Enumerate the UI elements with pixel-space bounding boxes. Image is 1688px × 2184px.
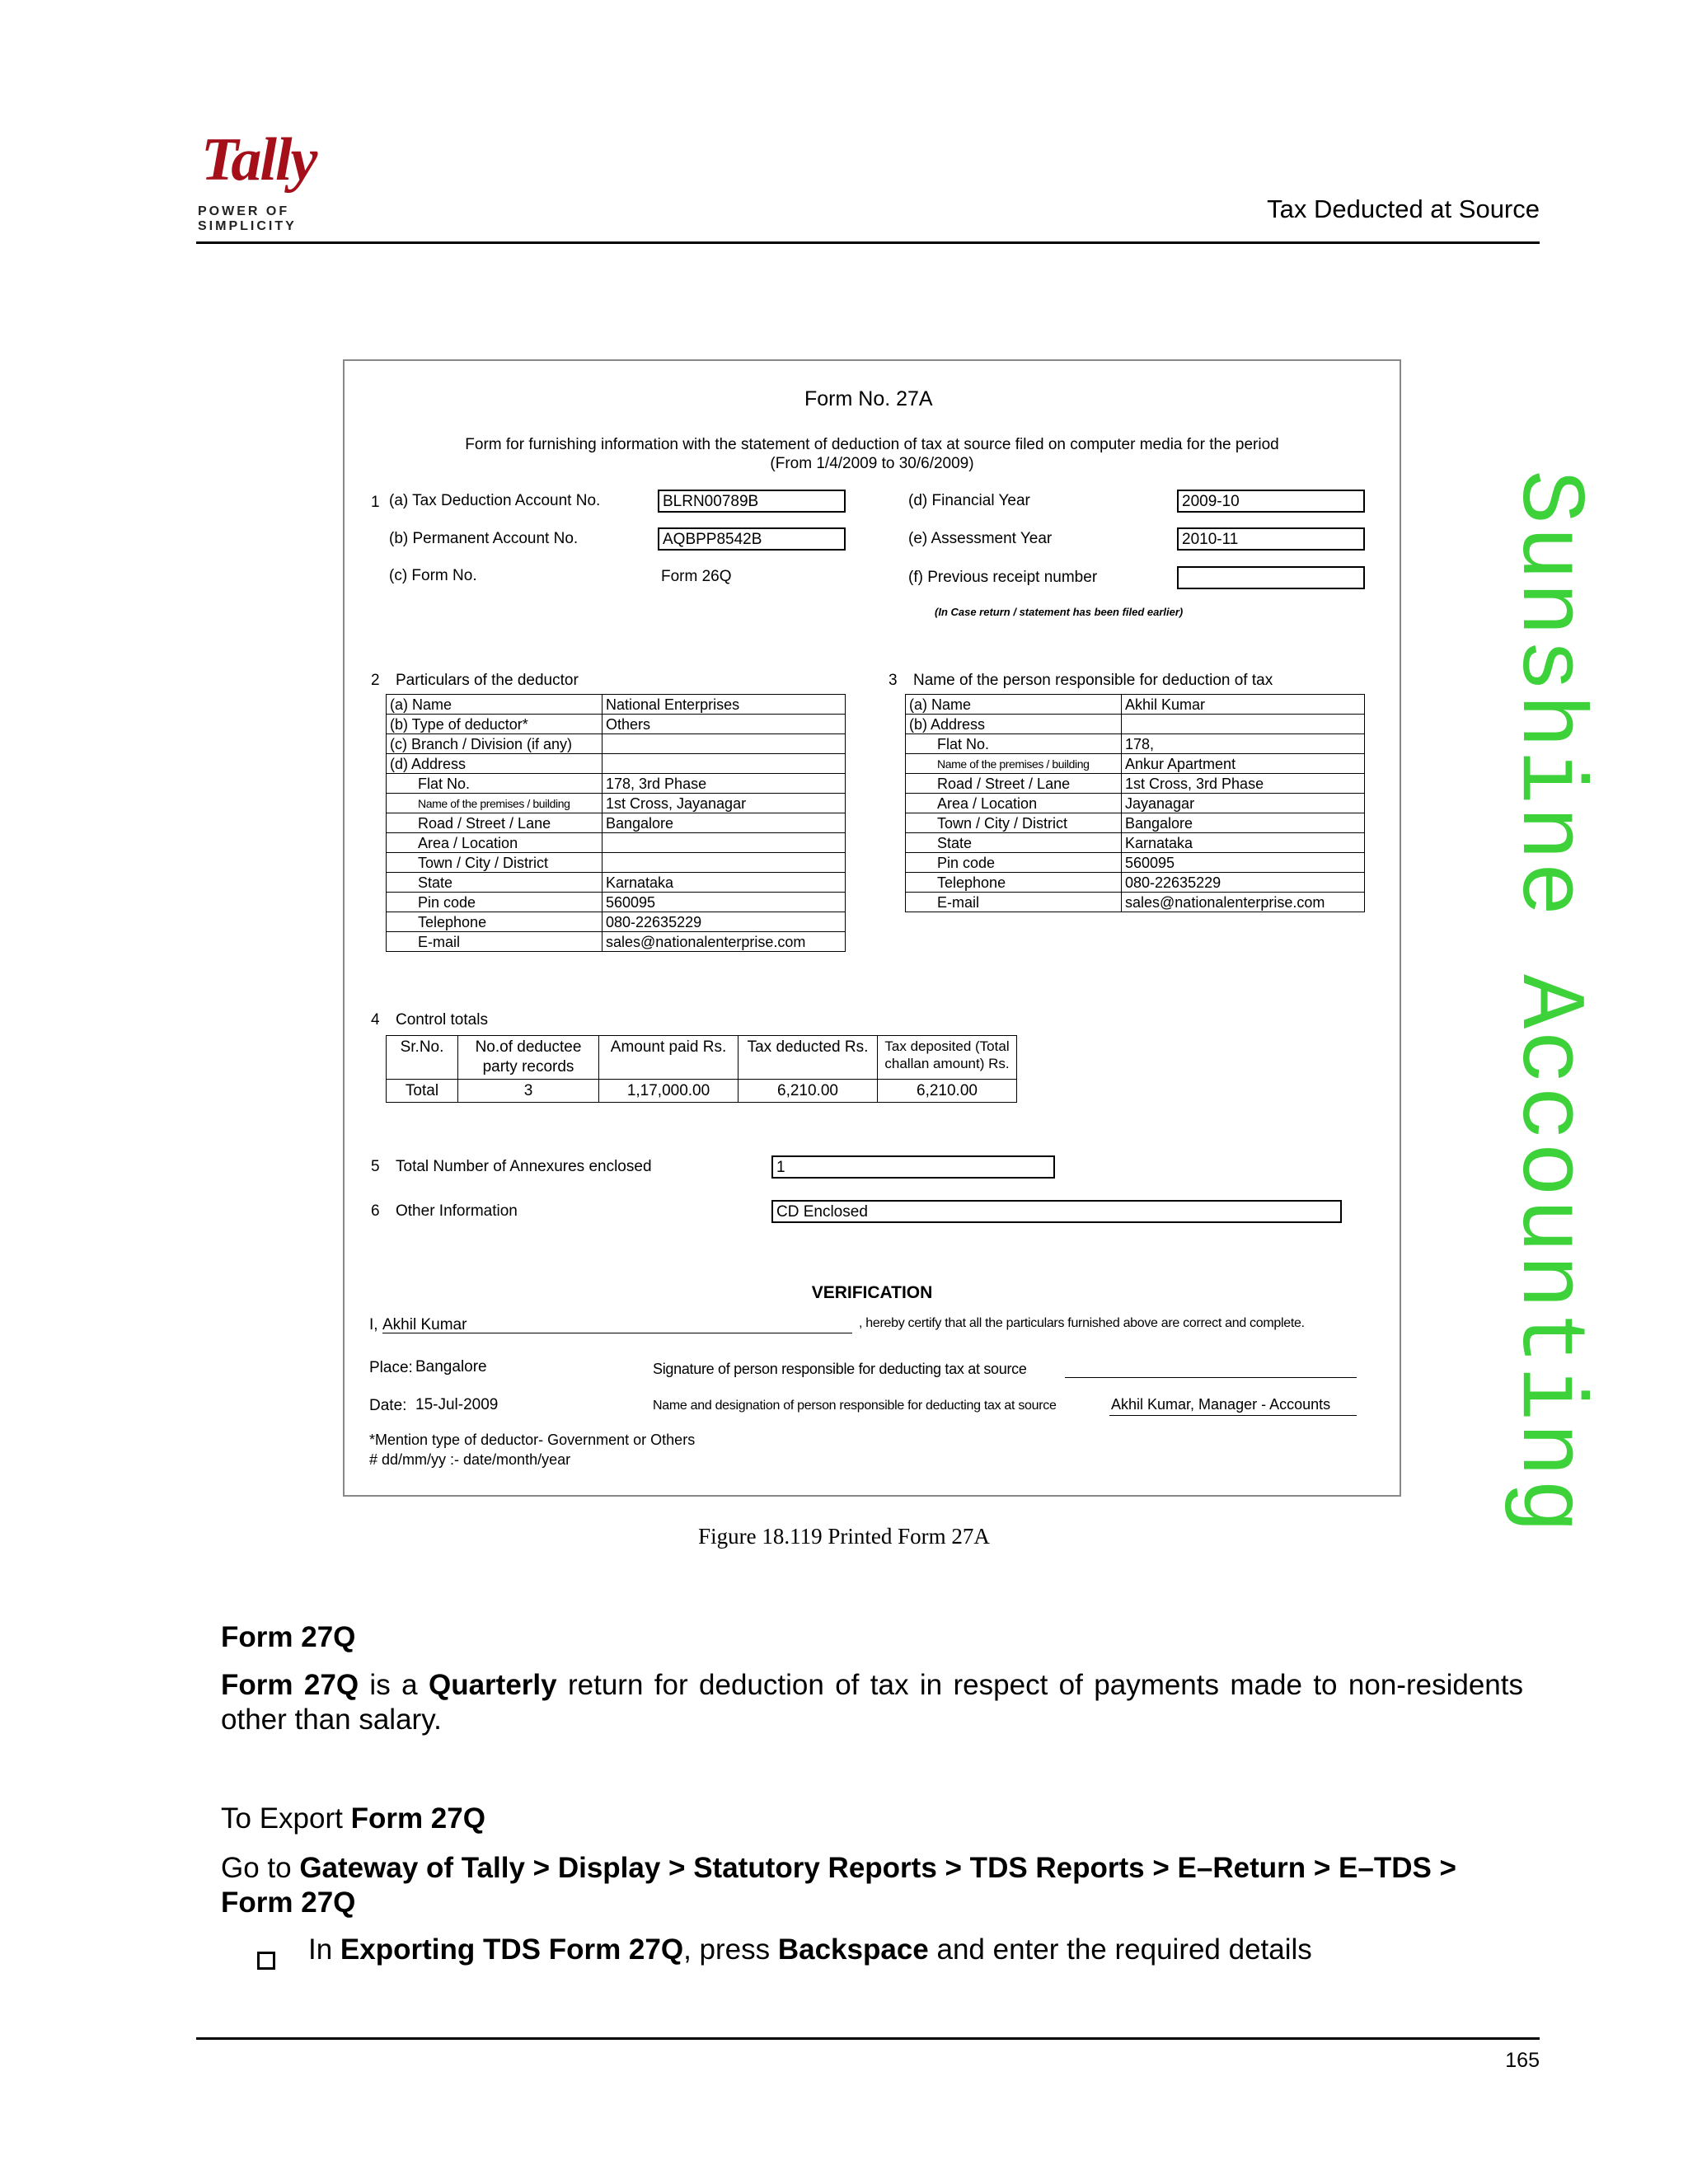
col-header: Sr.No. [387, 1036, 458, 1080]
tan-field: BLRN00789B [658, 490, 846, 513]
row-value: Jayanagar [1122, 794, 1365, 813]
row-label: Road / Street / Lane [906, 774, 1122, 794]
form-27a-figure [343, 359, 1401, 1497]
row-value: 080-22635229 [1122, 873, 1365, 893]
table-row [906, 734, 1365, 754]
section-number: 2 [371, 672, 380, 689]
row-value: 178, 3rd Phase [603, 774, 846, 794]
form-no-label: (c) Form No. [389, 567, 477, 584]
verification-i: I, [369, 1316, 378, 1333]
row-label: Area / Location [387, 833, 603, 853]
responsible-table [905, 694, 1365, 912]
bullet-square-icon [257, 1952, 275, 1970]
logo-tagline: POWER OF SIMPLICITY [198, 204, 297, 233]
page-number: 165 [1505, 2049, 1540, 2072]
row-label: (c) Branch / Division (if any) [387, 734, 603, 754]
date-label: Date: [369, 1397, 407, 1414]
table-row [387, 893, 846, 912]
form-intro: Form for furnishing information with the statement of deduction of tax at source filed on computer media for the period [465, 436, 1279, 453]
row-value: Bangalore [1122, 813, 1365, 833]
designation-line [1109, 1414, 1357, 1416]
row-label: (b) Type of deductor* [387, 715, 603, 734]
table-row [906, 873, 1365, 893]
prev-receipt-field [1177, 566, 1365, 589]
row-label: Telephone [387, 912, 603, 932]
row-label: Area / Location [906, 794, 1122, 813]
cell: 6,210.00 [738, 1079, 878, 1103]
signature-line [1065, 1376, 1357, 1378]
form27q-description: Form 27Q is a Quarterly return for deduction of tax in respect of payments made to non-residents other than salary. [221, 1669, 1523, 1736]
row-label: E-mail [906, 893, 1122, 912]
cell: Total [387, 1079, 458, 1103]
form-no-value: Form 26Q [661, 568, 732, 585]
table-row [387, 715, 846, 734]
bullet-instruction: In Exporting TDS Form 27Q, press Backspace and enter the required details [308, 1933, 1312, 1966]
table-row [387, 912, 846, 932]
annexures-field: 1 [771, 1155, 1055, 1179]
row-value: Bangalore [603, 813, 846, 833]
cell: 1,17,000.00 [599, 1079, 738, 1103]
export-heading: To Export Form 27Q [221, 1802, 485, 1835]
section-number: 3 [889, 672, 898, 689]
name-underline [382, 1332, 852, 1333]
verification-name: Akhil Kumar [382, 1316, 467, 1333]
deductor-table [386, 694, 846, 952]
row-value: Ankur Apartment [1122, 754, 1365, 774]
section-number: 5 [371, 1158, 380, 1175]
tally-logo [195, 126, 392, 233]
row-value [603, 853, 846, 873]
row-value: 178, [1122, 734, 1365, 754]
pan-label: (b) Permanent Account No. [389, 530, 579, 547]
table-row [387, 873, 846, 893]
table-header-row [387, 1036, 1017, 1080]
other-info-field: CD Enclosed [771, 1200, 1342, 1223]
table-row [906, 893, 1365, 912]
date-format-note: # dd/mm/yy :- date/month/year [369, 1451, 571, 1468]
section-number: 1 [371, 494, 380, 511]
table-row [387, 734, 846, 754]
table-row [906, 715, 1365, 734]
table-row [387, 754, 846, 774]
row-value: Karnataka [603, 873, 846, 893]
row-value [603, 734, 846, 754]
row-label: (a) Name [387, 695, 603, 715]
responsible-heading: Name of the person responsible for deduction of tax [913, 672, 1273, 689]
verification-statement: , hereby certify that all the particulars furnished above are correct and complete. [859, 1316, 1305, 1330]
ay-field: 2010-11 [1177, 527, 1365, 551]
row-label: (d) Address [387, 754, 603, 774]
cell: 3 [458, 1079, 599, 1103]
fy-field: 2009-10 [1177, 490, 1365, 513]
tan-label: (a) Tax Deduction Account No. [389, 492, 601, 509]
section-number: 6 [371, 1202, 380, 1220]
row-value [603, 833, 846, 853]
table-row [906, 695, 1365, 715]
row-value: sales@nationalenterprise.com [1122, 893, 1365, 912]
row-label: Pin code [906, 853, 1122, 873]
other-info-label: Other Information [396, 1202, 518, 1220]
date-value: 15-Jul-2009 [415, 1396, 499, 1413]
row-label: Flat No. [387, 774, 603, 794]
row-value: sales@nationalenterprise.com [603, 932, 846, 952]
table-row [387, 794, 846, 813]
table-row [387, 1079, 1017, 1103]
row-label: Flat No. [906, 734, 1122, 754]
figure-caption: Figure 18.119 Printed Form 27A [698, 1524, 990, 1549]
table-row [906, 853, 1365, 873]
col-header: Tax deducted Rs. [738, 1036, 878, 1080]
col-header: Tax deposited (Total challan amount) Rs. [878, 1036, 1017, 1080]
deductor-heading: Particulars of the deductor [396, 672, 579, 689]
form-title: Form No. 27A [804, 387, 933, 410]
control-totals-table [386, 1035, 1017, 1103]
row-label: Telephone [906, 873, 1122, 893]
verification-heading: VERIFICATION [811, 1283, 933, 1302]
table-row [906, 833, 1365, 853]
deductor-type-note: *Mention type of deductor- Government or Others [369, 1432, 696, 1448]
section-number: 4 [371, 1011, 380, 1029]
row-label: E-mail [387, 932, 603, 952]
row-value [1122, 715, 1365, 734]
row-value: 080-22635229 [603, 912, 846, 932]
place-label: Place: [369, 1359, 413, 1376]
row-value: Akhil Kumar [1122, 695, 1365, 715]
row-label: (b) Address [906, 715, 1122, 734]
table-row [906, 813, 1365, 833]
table-row [387, 774, 846, 794]
row-value: 1st Cross, Jayanagar [603, 794, 846, 813]
place-value: Bangalore [415, 1358, 487, 1376]
designation-value: Akhil Kumar, Manager - Accounts [1111, 1396, 1331, 1413]
row-label: State [906, 833, 1122, 853]
navigation-path: Go to Gateway of Tally > Display > Statutory Reports > TDS Reports > E–Return > E–TDS > Form 27Q [221, 1852, 1456, 1919]
annexures-label: Total Number of Annexures enclosed [396, 1158, 652, 1175]
section-heading: Form 27Q [221, 1621, 356, 1653]
table-row [387, 695, 846, 715]
table-row [387, 932, 846, 952]
side-watermark: Sunshine Accounting [1496, 470, 1599, 1535]
row-value: Others [603, 715, 846, 734]
fy-label: (d) Financial Year [908, 492, 1030, 509]
row-value: 560095 [603, 893, 846, 912]
logo-wordmark: Tally [201, 126, 316, 194]
ay-label: (e) Assessment Year [908, 530, 1053, 547]
row-label: Name of the premises / building [387, 794, 603, 813]
row-label: Town / City / District [387, 853, 603, 873]
table-row [387, 813, 846, 833]
row-label: State [387, 873, 603, 893]
table-row [906, 754, 1365, 774]
table-row [387, 833, 846, 853]
footer-rule [196, 2037, 1540, 2040]
designation-label: Name and designation of person responsible for deducting tax at source [653, 1399, 1057, 1413]
header-rule [196, 241, 1540, 244]
row-value: Karnataka [1122, 833, 1365, 853]
row-label: Pin code [387, 893, 603, 912]
table-row [906, 794, 1365, 813]
row-label: Name of the premises / building [906, 754, 1122, 774]
row-value: 1st Cross, 3rd Phase [1122, 774, 1365, 794]
col-header: No.of deductee party records [458, 1036, 599, 1080]
cell: 6,210.00 [878, 1079, 1017, 1103]
section-title: Tax Deducted at Source [1267, 194, 1540, 223]
row-value [603, 754, 846, 774]
table-row [906, 774, 1365, 794]
col-header: Amount paid Rs. [599, 1036, 738, 1080]
row-label: Road / Street / Lane [387, 813, 603, 833]
row-value: 560095 [1122, 853, 1365, 873]
table-row [387, 853, 846, 873]
row-value: National Enterprises [603, 695, 846, 715]
row-label: Town / City / District [906, 813, 1122, 833]
signature-label: Signature of person responsible for deducting tax at source [653, 1361, 1027, 1377]
prev-receipt-note: (In Case return / statement has been filed earlier) [935, 606, 1184, 618]
prev-receipt-label: (f) Previous receipt number [908, 569, 1098, 586]
control-totals-heading: Control totals [396, 1011, 488, 1029]
row-label: (a) Name [906, 695, 1122, 715]
form-period: (From 1/4/2009 to 30/6/2009) [770, 455, 974, 472]
pan-field: AQBPP8542B [658, 527, 846, 551]
